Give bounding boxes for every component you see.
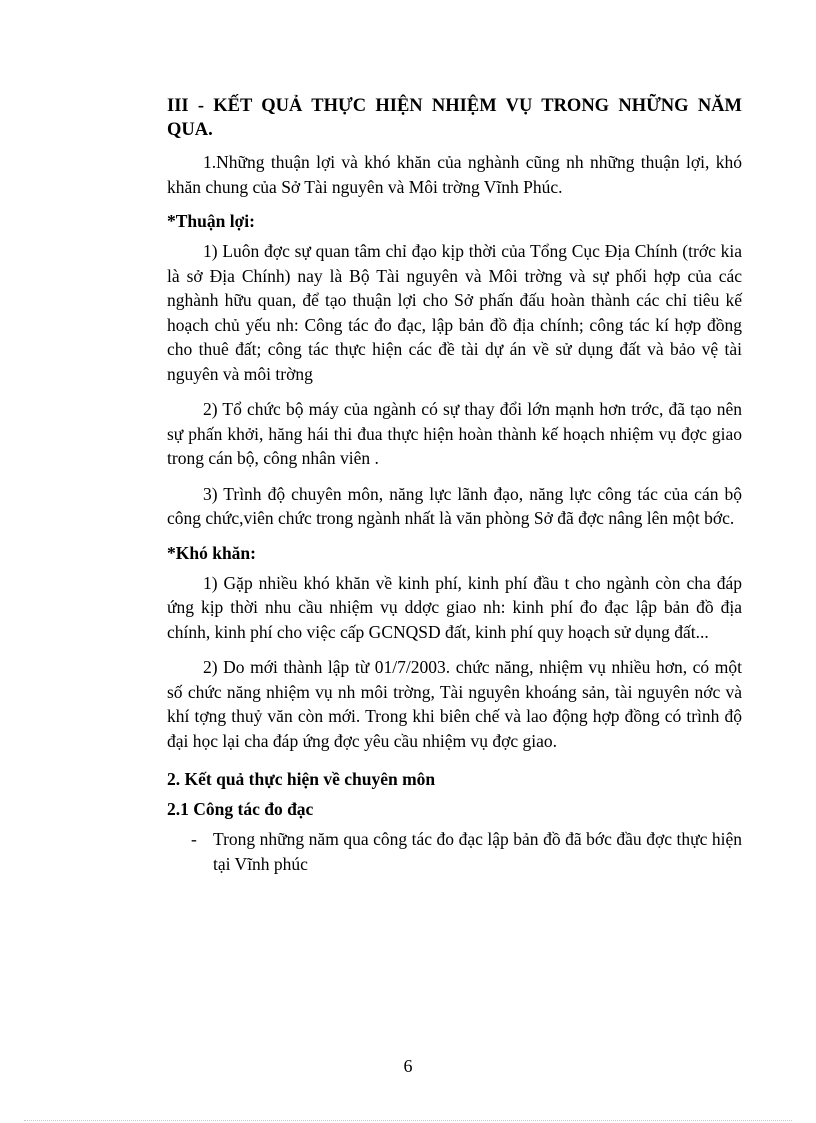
section-heading: III - KẾT QUẢ THỰC HIỆN NHIỆM VỤ TRONG NHỮNG NĂM QUA.: [167, 96, 742, 140]
bullet-text: Trong những năm qua công tác đo đạc lập bản đồ đã bớc đầu đợc thực hiện tại Vĩnh phúc: [213, 829, 742, 874]
intro-paragraph: 1.Những thuận lợi và khó khăn của nghành cũng nh những thuận lợi, khó khăn chung của Sở Tài nguyên và Môi trờng Vĩnh Phúc.: [167, 152, 742, 197]
difficulty-item-1: 1) Gặp nhiều khó khăn về kinh phí, kinh phí đầu t cho ngành còn cha đáp ứng kịp thời nhu cầu nhiệm vụ ddợc giao nh: kinh phí đo đạc lập bản đồ địa chính, kinh phí cho việc cấp GCNQSD đất, kinh phí quy hoạch sử dụng đất...: [167, 572, 742, 642]
difficulties-title: *Khó khăn:: [167, 542, 256, 563]
section-2-title: 2. Kết quả thực hiện về chuyên môn: [167, 769, 436, 789]
advantage-item-3: 3) Trình độ chuyên môn, năng lực lãnh đạo, năng lực công tác của cán bộ công chức,viên chức trong ngành nhất là văn phòng Sở đã đợc nâng lên một bớc.: [167, 483, 742, 528]
advantages-title: *Thuận lợi:: [167, 211, 255, 231]
page-bottom-divider: [24, 1120, 792, 1121]
page-number: 6: [403, 1056, 413, 1076]
difficulty-item-2: 2) Do mới thành lập từ 01/7/2003. chức năng, nhiệm vụ nhiều hơn, có một số chức năng nhiệm vụ nh môi trờng, Tài nguyên khoáng sản, tài nguyên nớc và khí tợng thuỷ văn còn mới. Trong khi biên chế và lao động hợp đồng có trình độ đại học lại cha đáp ứng đợc yêu cầu nhiệm vụ đợc giao.: [167, 657, 742, 751]
section-2-1-title: 2.1 Công tác đo đạc: [167, 799, 314, 819]
page-content: [167, 94, 742, 876]
advantage-item-1: 1) Luôn đợc sự quan tâm chỉ đạo kịp thời của Tổng Cục Địa Chính (trớc kia là sở Địa Chính) nay là Bộ Tài nguyên và Môi trờng và sự phối hợp của các nghành hữu quan, để tạo thuận lợi cho Sở phấn đấu hoàn thành các chỉ tiêu kế hoạch chủ yếu nh: Công tác đo đạc, lập bản đồ địa chính; công tác kí hợp đồng cho thuê đất; công tác thực hiện các đề tài dự án về sử dụng đất và bảo vệ tài nguyên và môi trờng: [167, 241, 742, 384]
bullet-dash: -: [191, 829, 197, 849]
list-item: [167, 827, 742, 876]
advantage-item-2: 2) Tổ chức bộ máy của ngành có sự thay đổi lớn mạnh hơn trớc, đã tạo nên sự phấn khởi, hăng hái thi đua thực hiện hoàn thành kế hoạch nhiệm vụ đợc giao trong cán bộ, công nhân viên .: [167, 399, 742, 468]
